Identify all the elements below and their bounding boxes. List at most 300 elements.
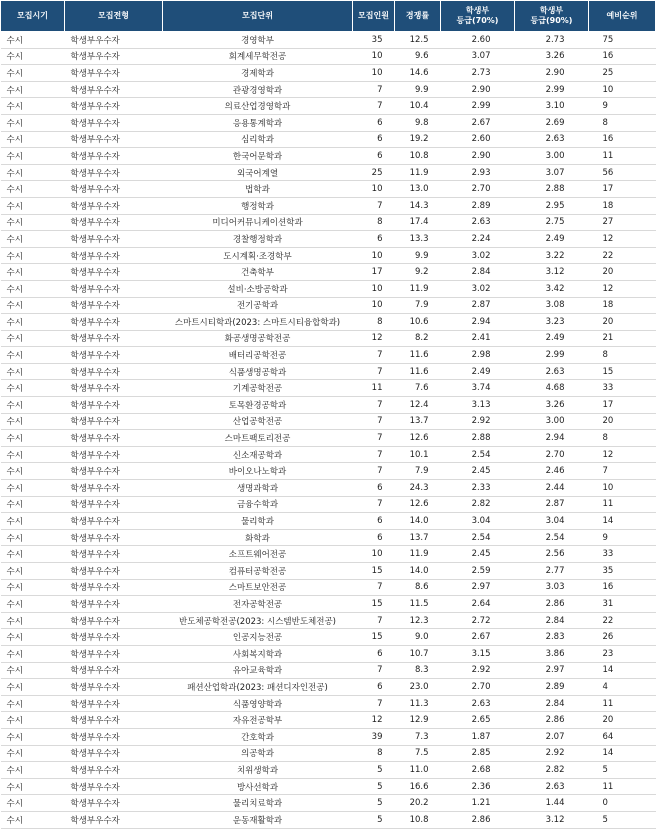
admission-type-cell: 학생부우수자	[65, 579, 163, 596]
admission-type-cell: 학생부우수자	[65, 413, 163, 430]
grade-70-cell: 2.94	[441, 314, 515, 331]
waitlist-rank-cell: 75	[589, 32, 656, 49]
grade-70-cell: 2.85	[441, 745, 515, 762]
header-grade-70: 학생부 등급(70%)	[441, 1, 515, 32]
quota-cell: 6	[353, 513, 395, 530]
grade-90-cell: 2.94	[515, 430, 589, 447]
competition-rate-cell: 10.1	[395, 446, 441, 463]
admission-type-cell: 학생부우수자	[65, 679, 163, 696]
unit-cell: 방사선학과	[163, 778, 353, 795]
table-row	[1, 297, 656, 314]
quota-cell: 5	[353, 795, 395, 812]
grade-70-cell: 3.02	[441, 247, 515, 264]
competition-rate-cell: 14.0	[395, 563, 441, 580]
period-cell: 수시	[1, 314, 65, 331]
competition-rate-cell: 8.6	[395, 579, 441, 596]
competition-rate-cell: 11.9	[395, 546, 441, 563]
table-row	[1, 563, 656, 580]
waitlist-rank-cell: 8	[589, 347, 656, 364]
table-row	[1, 98, 656, 115]
grade-90-cell: 2.97	[515, 662, 589, 679]
quota-cell: 7	[353, 363, 395, 380]
competition-rate-cell: 7.3	[395, 728, 441, 745]
competition-rate-cell: 9.2	[395, 264, 441, 281]
admission-type-cell: 학생부우수자	[65, 363, 163, 380]
period-cell: 수시	[1, 745, 65, 762]
admission-type-cell: 학생부우수자	[65, 380, 163, 397]
unit-cell: 물리학과	[163, 513, 353, 530]
grade-70-cell: 2.87	[441, 297, 515, 314]
period-cell: 수시	[1, 247, 65, 264]
grade-70-cell: 2.67	[441, 114, 515, 131]
grade-90-cell: 2.83	[515, 629, 589, 646]
competition-rate-cell: 20.2	[395, 795, 441, 812]
unit-cell: 한국어문학과	[163, 148, 353, 165]
unit-cell: 응용통계학과	[163, 114, 353, 131]
unit-cell: 관광경영학과	[163, 81, 353, 98]
competition-rate-cell: 7.9	[395, 297, 441, 314]
quota-cell: 6	[353, 679, 395, 696]
grade-90-cell: 3.86	[515, 645, 589, 662]
waitlist-rank-cell: 17	[589, 397, 656, 414]
admission-type-cell: 학생부우수자	[65, 712, 163, 729]
quota-cell: 7	[353, 662, 395, 679]
competition-rate-cell: 11.9	[395, 280, 441, 297]
admission-type-cell: 학생부우수자	[65, 612, 163, 629]
quota-cell: 7	[353, 446, 395, 463]
grade-90-cell: 3.00	[515, 148, 589, 165]
unit-cell: 건축학부	[163, 264, 353, 281]
table-row	[1, 181, 656, 198]
admission-type-cell: 학생부우수자	[65, 181, 163, 198]
grade-70-cell: 2.97	[441, 579, 515, 596]
admission-type-cell: 학생부우수자	[65, 98, 163, 115]
period-cell: 수시	[1, 629, 65, 646]
competition-rate-cell: 9.6	[395, 48, 441, 65]
grade-90-cell: 2.73	[515, 32, 589, 49]
table-row	[1, 65, 656, 82]
table-row	[1, 579, 656, 596]
table-row	[1, 114, 656, 131]
waitlist-rank-cell: 33	[589, 546, 656, 563]
quota-cell: 6	[353, 529, 395, 546]
quota-cell: 15	[353, 629, 395, 646]
period-cell: 수시	[1, 679, 65, 696]
competition-rate-cell: 13.7	[395, 413, 441, 430]
competition-rate-cell: 10.8	[395, 811, 441, 828]
grade-70-cell: 2.41	[441, 330, 515, 347]
grade-90-cell: 2.84	[515, 612, 589, 629]
admission-type-cell: 학생부우수자	[65, 247, 163, 264]
unit-cell: 전자공학전공	[163, 596, 353, 613]
waitlist-rank-cell: 15	[589, 363, 656, 380]
period-cell: 수시	[1, 280, 65, 297]
unit-cell: 컴퓨터공학전공	[163, 563, 353, 580]
competition-rate-cell: 23.0	[395, 679, 441, 696]
unit-cell: 경찰행정학과	[163, 231, 353, 248]
table-row	[1, 164, 656, 181]
grade-90-cell: 3.07	[515, 164, 589, 181]
admission-type-cell: 학생부우수자	[65, 65, 163, 82]
period-cell: 수시	[1, 32, 65, 49]
competition-rate-cell: 10.8	[395, 148, 441, 165]
competition-rate-cell: 11.3	[395, 695, 441, 712]
period-cell: 수시	[1, 728, 65, 745]
quota-cell: 8	[353, 214, 395, 231]
grade-90-cell: 3.00	[515, 413, 589, 430]
quota-cell: 25	[353, 164, 395, 181]
admission-type-cell: 학생부우수자	[65, 81, 163, 98]
grade-90-cell: 3.23	[515, 314, 589, 331]
unit-cell: 화공생명공학전공	[163, 330, 353, 347]
competition-rate-cell: 11.0	[395, 762, 441, 779]
table-row	[1, 546, 656, 563]
table-row	[1, 264, 656, 281]
unit-cell: 바이오나노학과	[163, 463, 353, 480]
waitlist-rank-cell: 10	[589, 480, 656, 497]
admission-type-cell: 학생부우수자	[65, 645, 163, 662]
table-row	[1, 446, 656, 463]
table-row	[1, 645, 656, 662]
header-period: 모집시기	[1, 1, 65, 32]
unit-cell: 식품생명공학과	[163, 363, 353, 380]
table-row	[1, 596, 656, 613]
admission-type-cell: 학생부우수자	[65, 546, 163, 563]
waitlist-rank-cell: 17	[589, 181, 656, 198]
period-cell: 수시	[1, 214, 65, 231]
waitlist-rank-cell: 4	[589, 679, 656, 696]
table-row	[1, 745, 656, 762]
grade-70-cell: 2.49	[441, 363, 515, 380]
period-cell: 수시	[1, 347, 65, 364]
table-row	[1, 728, 656, 745]
quota-cell: 39	[353, 728, 395, 745]
table-row	[1, 662, 656, 679]
unit-cell: 스마트보안전공	[163, 579, 353, 596]
unit-cell: 간호학과	[163, 728, 353, 745]
grade-70-cell: 2.93	[441, 164, 515, 181]
period-cell: 수시	[1, 778, 65, 795]
period-cell: 수시	[1, 148, 65, 165]
competition-rate-cell: 24.3	[395, 480, 441, 497]
quota-cell: 7	[353, 496, 395, 513]
waitlist-rank-cell: 16	[589, 131, 656, 148]
grade-70-cell: 2.60	[441, 131, 515, 148]
competition-rate-cell: 11.6	[395, 347, 441, 364]
grade-70-cell: 2.64	[441, 596, 515, 613]
table-row	[1, 330, 656, 347]
competition-rate-cell: 13.7	[395, 529, 441, 546]
table-row	[1, 612, 656, 629]
admission-type-cell: 학생부우수자	[65, 629, 163, 646]
grade-70-cell: 2.72	[441, 612, 515, 629]
unit-cell: 배터리공학전공	[163, 347, 353, 364]
waitlist-rank-cell: 20	[589, 264, 656, 281]
waitlist-rank-cell: 11	[589, 695, 656, 712]
quota-cell: 15	[353, 596, 395, 613]
competition-rate-cell: 12.4	[395, 397, 441, 414]
grade-70-cell: 2.65	[441, 712, 515, 729]
quota-cell: 11	[353, 380, 395, 397]
grade-90-cell: 2.87	[515, 496, 589, 513]
header-competition-rate: 경쟁률	[395, 1, 441, 32]
waitlist-rank-cell: 10	[589, 81, 656, 98]
header-grade-90: 학생부 등급(90%)	[515, 1, 589, 32]
waitlist-rank-cell: 12	[589, 231, 656, 248]
competition-rate-cell: 12.6	[395, 496, 441, 513]
period-cell: 수시	[1, 513, 65, 530]
table-row	[1, 413, 656, 430]
competition-rate-cell: 14.6	[395, 65, 441, 82]
table-row	[1, 148, 656, 165]
quota-cell: 6	[353, 231, 395, 248]
unit-cell: 화학과	[163, 529, 353, 546]
quota-cell: 6	[353, 480, 395, 497]
table-row	[1, 231, 656, 248]
quota-cell: 7	[353, 430, 395, 447]
waitlist-rank-cell: 21	[589, 330, 656, 347]
admission-type-cell: 학생부우수자	[65, 397, 163, 414]
period-cell: 수시	[1, 330, 65, 347]
grade-90-cell: 2.77	[515, 563, 589, 580]
waitlist-rank-cell: 20	[589, 413, 656, 430]
competition-rate-cell: 12.5	[395, 32, 441, 49]
waitlist-rank-cell: 5	[589, 811, 656, 828]
unit-cell: 유아교육학과	[163, 662, 353, 679]
grade-90-cell: 3.42	[515, 280, 589, 297]
grade-70-cell: 2.45	[441, 463, 515, 480]
period-cell: 수시	[1, 795, 65, 812]
table-row	[1, 32, 656, 49]
grade-70-cell: 3.13	[441, 397, 515, 414]
period-cell: 수시	[1, 413, 65, 430]
grade-90-cell: 2.99	[515, 347, 589, 364]
grade-90-cell: 2.82	[515, 762, 589, 779]
competition-rate-cell: 9.9	[395, 247, 441, 264]
period-cell: 수시	[1, 363, 65, 380]
waitlist-rank-cell: 18	[589, 197, 656, 214]
unit-cell: 소프트웨어전공	[163, 546, 353, 563]
grade-70-cell: 2.98	[441, 347, 515, 364]
unit-cell: 의공학과	[163, 745, 353, 762]
grade-90-cell: 3.10	[515, 98, 589, 115]
unit-cell: 패션산업학과(2023: 패션디자인전공)	[163, 679, 353, 696]
header-waitlist-rank: 예비순위	[589, 1, 656, 32]
grade-90-cell: 3.12	[515, 264, 589, 281]
quota-cell: 6	[353, 114, 395, 131]
waitlist-rank-cell: 0	[589, 795, 656, 812]
waitlist-rank-cell: 18	[589, 297, 656, 314]
period-cell: 수시	[1, 529, 65, 546]
unit-cell: 도시계획·조경학부	[163, 247, 353, 264]
competition-rate-cell: 16.6	[395, 778, 441, 795]
quota-cell: 7	[353, 612, 395, 629]
competition-rate-cell: 14.3	[395, 197, 441, 214]
waitlist-rank-cell: 31	[589, 596, 656, 613]
table-row	[1, 197, 656, 214]
unit-cell: 의료산업경영학과	[163, 98, 353, 115]
unit-cell: 회계세무학전공	[163, 48, 353, 65]
admission-type-cell: 학생부우수자	[65, 695, 163, 712]
period-cell: 수시	[1, 546, 65, 563]
grade-90-cell: 3.12	[515, 811, 589, 828]
grade-70-cell: 1.21	[441, 795, 515, 812]
grade-70-cell: 2.92	[441, 413, 515, 430]
quota-cell: 17	[353, 264, 395, 281]
waitlist-rank-cell: 14	[589, 513, 656, 530]
admission-type-cell: 학생부우수자	[65, 762, 163, 779]
period-cell: 수시	[1, 264, 65, 281]
waitlist-rank-cell: 56	[589, 164, 656, 181]
competition-rate-cell: 9.9	[395, 81, 441, 98]
admission-type-cell: 학생부우수자	[65, 596, 163, 613]
waitlist-rank-cell: 22	[589, 247, 656, 264]
quota-cell: 7	[353, 413, 395, 430]
period-cell: 수시	[1, 48, 65, 65]
unit-cell: 심리학과	[163, 131, 353, 148]
admission-type-cell: 학생부우수자	[65, 148, 163, 165]
admission-type-cell: 학생부우수자	[65, 778, 163, 795]
period-cell: 수시	[1, 480, 65, 497]
period-cell: 수시	[1, 695, 65, 712]
grade-70-cell: 1.87	[441, 728, 515, 745]
grade-70-cell: 2.36	[441, 778, 515, 795]
competition-rate-cell: 17.4	[395, 214, 441, 231]
unit-cell: 설비·소방공학과	[163, 280, 353, 297]
unit-cell: 신소재공학과	[163, 446, 353, 463]
quota-cell: 8	[353, 314, 395, 331]
unit-cell: 인공지능전공	[163, 629, 353, 646]
grade-70-cell: 2.70	[441, 679, 515, 696]
period-cell: 수시	[1, 762, 65, 779]
grade-90-cell: 2.49	[515, 231, 589, 248]
waitlist-rank-cell: 11	[589, 778, 656, 795]
quota-cell: 6	[353, 645, 395, 662]
period-cell: 수시	[1, 446, 65, 463]
period-cell: 수시	[1, 98, 65, 115]
quota-cell: 10	[353, 48, 395, 65]
competition-rate-cell: 10.7	[395, 645, 441, 662]
table-row	[1, 513, 656, 530]
waitlist-rank-cell: 5	[589, 762, 656, 779]
unit-cell: 사회복지학과	[163, 645, 353, 662]
period-cell: 수시	[1, 430, 65, 447]
header-row	[1, 1, 656, 32]
unit-cell: 전기공학과	[163, 297, 353, 314]
grade-90-cell: 3.08	[515, 297, 589, 314]
waitlist-rank-cell: 20	[589, 712, 656, 729]
grade-90-cell: 2.49	[515, 330, 589, 347]
competition-rate-cell: 12.9	[395, 712, 441, 729]
table-row	[1, 629, 656, 646]
table-row	[1, 762, 656, 779]
admission-type-cell: 학생부우수자	[65, 297, 163, 314]
waitlist-rank-cell: 7	[589, 463, 656, 480]
period-cell: 수시	[1, 563, 65, 580]
quota-cell: 10	[353, 247, 395, 264]
waitlist-rank-cell: 23	[589, 645, 656, 662]
admission-type-cell: 학생부우수자	[65, 496, 163, 513]
grade-70-cell: 2.84	[441, 264, 515, 281]
grade-70-cell: 2.45	[441, 546, 515, 563]
table-row	[1, 214, 656, 231]
period-cell: 수시	[1, 645, 65, 662]
grade-70-cell: 2.99	[441, 98, 515, 115]
admission-type-cell: 학생부우수자	[65, 131, 163, 148]
admission-type-cell: 학생부우수자	[65, 745, 163, 762]
waitlist-rank-cell: 64	[589, 728, 656, 745]
waitlist-rank-cell: 35	[589, 563, 656, 580]
waitlist-rank-cell: 8	[589, 430, 656, 447]
grade-90-cell: 3.22	[515, 247, 589, 264]
grade-70-cell: 3.74	[441, 380, 515, 397]
period-cell: 수시	[1, 662, 65, 679]
competition-rate-cell: 9.8	[395, 114, 441, 131]
grade-70-cell: 2.70	[441, 181, 515, 198]
quota-cell: 10	[353, 65, 395, 82]
table-row	[1, 247, 656, 264]
competition-rate-cell: 13.0	[395, 181, 441, 198]
quota-cell: 5	[353, 778, 395, 795]
waitlist-rank-cell: 25	[589, 65, 656, 82]
unit-cell: 반도체공학전공(2023: 시스템반도체전공)	[163, 612, 353, 629]
grade-90-cell: 2.44	[515, 480, 589, 497]
table-row	[1, 712, 656, 729]
grade-90-cell: 2.70	[515, 446, 589, 463]
competition-rate-cell: 10.4	[395, 98, 441, 115]
competition-rate-cell: 8.2	[395, 330, 441, 347]
grade-70-cell: 2.68	[441, 762, 515, 779]
grade-90-cell: 2.46	[515, 463, 589, 480]
grade-70-cell: 2.67	[441, 629, 515, 646]
admission-type-cell: 학생부우수자	[65, 811, 163, 828]
competition-rate-cell: 11.6	[395, 363, 441, 380]
grade-90-cell: 2.54	[515, 529, 589, 546]
grade-90-cell: 2.92	[515, 745, 589, 762]
grade-90-cell: 2.63	[515, 363, 589, 380]
competition-rate-cell: 12.6	[395, 430, 441, 447]
waitlist-rank-cell: 16	[589, 579, 656, 596]
competition-rate-cell: 14.0	[395, 513, 441, 530]
unit-cell: 미디어커뮤니케이션학과	[163, 214, 353, 231]
period-cell: 수시	[1, 811, 65, 828]
period-cell: 수시	[1, 231, 65, 248]
waitlist-rank-cell: 22	[589, 612, 656, 629]
unit-cell: 외국어계열	[163, 164, 353, 181]
grade-90-cell: 2.89	[515, 679, 589, 696]
table-row	[1, 679, 656, 696]
grade-90-cell: 2.84	[515, 695, 589, 712]
admission-type-cell: 학생부우수자	[65, 513, 163, 530]
grade-90-cell: 2.75	[515, 214, 589, 231]
period-cell: 수시	[1, 596, 65, 613]
unit-cell: 경제학과	[163, 65, 353, 82]
waitlist-rank-cell: 16	[589, 48, 656, 65]
grade-70-cell: 2.54	[441, 529, 515, 546]
grade-70-cell: 2.86	[441, 811, 515, 828]
period-cell: 수시	[1, 380, 65, 397]
quota-cell: 7	[353, 397, 395, 414]
grade-90-cell: 3.26	[515, 48, 589, 65]
table-row	[1, 778, 656, 795]
grade-90-cell: 2.56	[515, 546, 589, 563]
quota-cell: 7	[353, 463, 395, 480]
period-cell: 수시	[1, 463, 65, 480]
grade-70-cell: 2.54	[441, 446, 515, 463]
grade-90-cell: 2.99	[515, 81, 589, 98]
quota-cell: 7	[353, 98, 395, 115]
header-quota: 모집인원	[353, 1, 395, 32]
